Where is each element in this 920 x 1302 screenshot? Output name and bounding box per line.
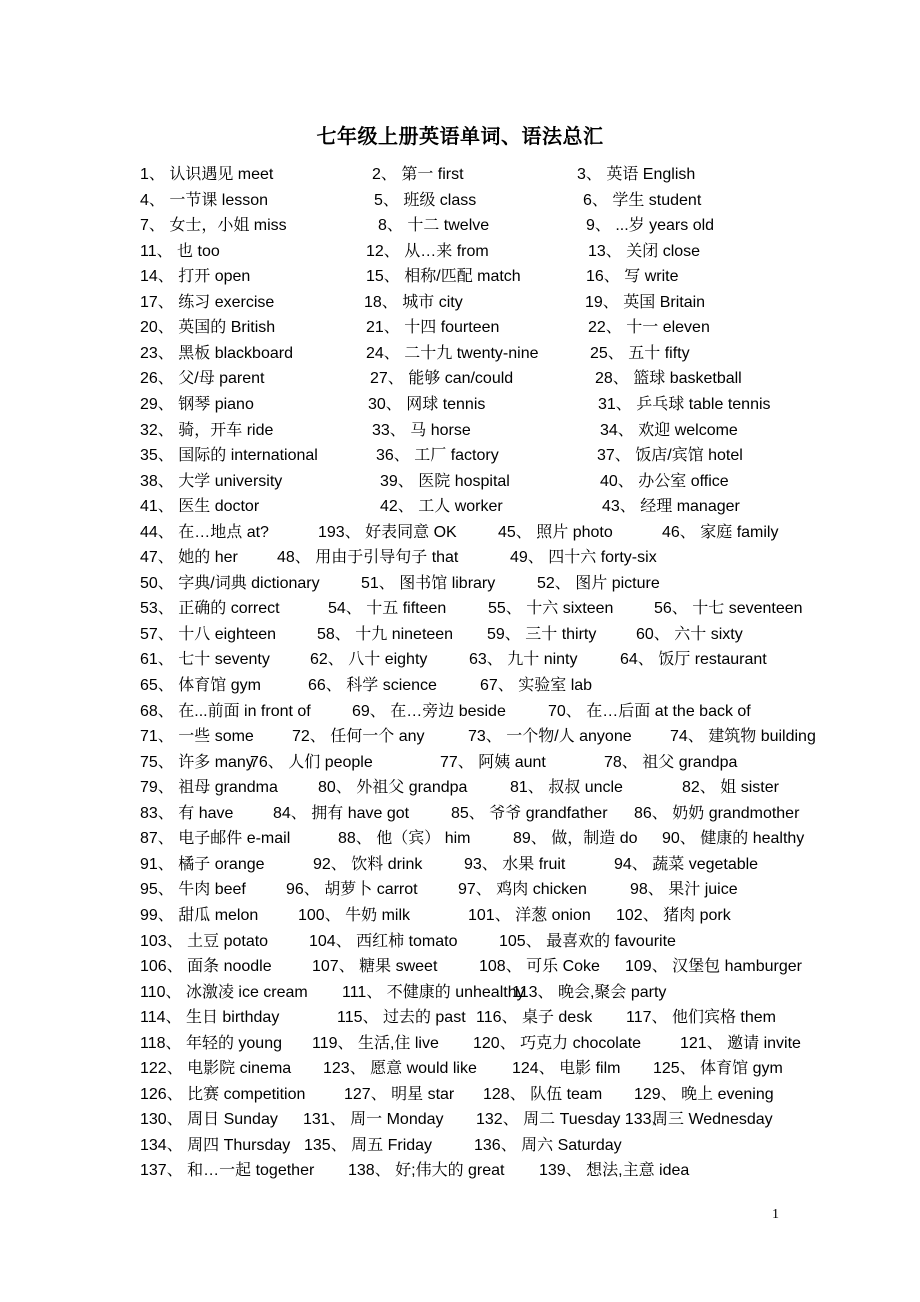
vocab-entry: 63、 九十 ninty [469,651,578,669]
vocab-entry: 131、 周一 Monday [303,1111,444,1129]
vocab-entry: 3、 英语 English [577,166,696,183]
vocab-entry: 87、 电子邮件 e-mail [140,830,291,848]
vocab-entry: 100、 牛奶 milk [298,906,411,924]
vocab-entry: 64、 饭厅 restaurant [620,651,767,669]
vocab-entry: 60、 六十 sixty [636,625,743,643]
vocab-entry: 54、 十五 fifteen [328,600,447,618]
vocab-entry: 50、 字典/词典 dictionary [140,574,320,592]
vocab-entry: 19、 英国 Britain [585,293,706,311]
vocab-entry: 69、 在…旁边 beside [352,702,506,720]
vocab-line [0,572,920,596]
vocab-line [0,930,920,954]
vocab-entry: 74、 建筑物 building [670,728,816,746]
vocab-entry: 11、 也 too [140,242,220,260]
vocab-entry: 53、 正确的 correct [140,600,280,618]
vocab-entry: 59、 三十 thirty [487,625,597,643]
vocab-entry: 97、 鸡肉 chicken [458,881,587,899]
vocab-entry: 93、 水果 fruit [464,855,566,873]
vocab-entry: 102、 猪肉 pork [616,906,731,924]
vocab-line [0,367,920,391]
vocab-entry: 76、 人们 people [250,753,373,771]
vocab-entry: 12、 从…来 from [366,242,489,260]
vocab-entry: 15、 相称/匹配 match [366,268,521,286]
vocab-line [0,163,920,187]
vocab-line [0,265,920,289]
vocab-line [0,955,920,979]
vocab-line [0,725,920,749]
vocab-entry: 107、 糖果 sweet [312,958,438,976]
vocab-entry: 20、 英国的 British [140,319,276,337]
vocab-entry: 79、 祖母 grandma [140,779,278,797]
vocab-line [0,316,920,340]
vocab-entry: 58、 十九 nineteen [317,625,454,643]
vocab-entry: 67、 实验室 lab [480,677,593,694]
vocab-entry: 16、 写 write [586,268,679,286]
vocab-line [0,1159,920,1183]
vocab-entry: 132、 周二 Tuesday 133、 [476,1111,668,1129]
vocab-line [0,623,920,647]
vocab-line [0,1057,920,1081]
vocab-entry: 134、 周四 Thursday [140,1136,291,1154]
vocab-entry: 73、 一个物/人 anyone [468,728,632,746]
vocab-entry: 30、 网球 tennis [368,395,486,413]
vocab-entry: 5、 班级 class [374,191,477,209]
vocab-line [0,1032,920,1056]
vocab-entry: 130、 周日 Sunday [140,1111,278,1129]
vocab-line [0,827,920,851]
vocab-entry: 98、 果汁 juice [630,881,738,899]
vocab-line [0,546,920,570]
vocab-entry: 94、 蔬菜 vegetable [614,855,759,873]
vocab-line [0,700,920,724]
vocab-entry: 86、 奶奶 grandmother [634,804,800,822]
vocab-entry: 周三 Wednesday [652,1111,773,1129]
vocab-entry: 21、 十四 fourteen [366,319,500,337]
vocab-entry: 22、 十一 eleven [588,319,710,337]
vocab-entry: 37、 饭店/宾馆 hotel [597,447,743,465]
vocab-line [0,878,920,902]
vocab-entry: 124、 电影 film [512,1060,621,1078]
vocab-entry: 41、 医生 doctor [140,498,260,516]
vocab-entry: 90、 健康的 healthy [662,830,805,848]
vocab-entry: 75、 许多 many [140,753,254,771]
vocab-line [0,1108,920,1132]
vocab-entry: 7、 女士，小姐 miss [140,217,287,235]
vocab-entry: 65、 体育馆 gym [140,677,261,694]
vocab-entry: 8、 十二 twelve [378,217,490,235]
vocab-entry: 129、 晚上 evening [634,1085,774,1103]
vocab-entry: 127、 明星 star [344,1085,455,1103]
vocab-line [0,495,920,519]
vocab-entry: 128、 队伍 team [483,1085,603,1103]
vocab-line [0,1134,920,1158]
vocab-line [0,904,920,928]
vocab-entry: 84、 拥有 have got [273,804,410,822]
vocab-entry: 103、 土豆 potato [140,932,269,950]
vocab-entry: 38、 大学 university [140,472,283,490]
vocab-entry: 91、 橘子 orange [140,855,265,873]
vocab-line [0,393,920,417]
vocab-entry: 42、 工人 worker [380,498,503,516]
vocab-entry: 43、 经理 manager [602,498,740,516]
vocab-entry: 29、 钢琴 piano [140,395,254,413]
vocab-entry: 70、 在…后面 at the back of [548,702,751,720]
vocab-entry: 57、 十八 eighteen [140,625,277,643]
vocab-entry: 96、 胡萝卜 carrot [286,881,418,899]
vocab-entry: 49、 四十六 forty-six [510,549,657,567]
vocab-entry: 71、 一些 some [140,728,254,746]
vocab-entry: 61、 七十 seventy [140,651,270,669]
vocab-entry: 52、 图片 picture [537,574,660,592]
page-number: 1 [772,1207,779,1222]
vocab-entry: 117、 他们宾格 them [626,1009,776,1027]
vocab-entry: 105、 最喜欢的 favourite [499,932,676,950]
vocab-entry: 44、 在…地点 at? [140,523,269,541]
vocab-entry: 14、 打开 open [140,268,251,286]
vocab-entry: 31、 乒乓球 table tennis [598,395,771,413]
vocab-entry: 82、 姐 sister [682,779,779,797]
vocab-entry: 123、 愿意 would like [323,1060,477,1078]
vocab-entry: 81、 叔叔 uncle [510,779,623,797]
vocab-line [0,419,920,443]
vocab-entry: 35、 国际的 international [140,447,318,465]
vocab-entry: 4、 一节课 lesson [140,191,269,209]
vocab-entry: 26、 父/母 parent [140,370,265,388]
vocab-entry: 18、 城市 city [364,293,463,311]
vocab-entry: 24、 二十九 twenty-nine [366,344,539,362]
vocab-line [0,470,920,494]
vocab-entry: 9、 ...岁 years old [586,217,715,235]
vocab-line [0,1083,920,1107]
vocab-entry: 40、 办公室 office [600,472,729,490]
vocab-entry: 25、 五十 fifty [590,344,690,362]
vocab-entry: 33、 马 horse [372,421,471,439]
vocab-entry: 139、 想法,主意 idea [539,1162,690,1180]
vocab-line [0,342,920,366]
vocab-entry: 121、 邀请 invite [680,1034,801,1052]
vocab-entry: 89、 做，制造 do [513,830,638,848]
vocab-line [0,674,920,698]
vocab-line [0,802,920,826]
vocab-entry: 34、 欢迎 welcome [600,421,738,439]
vocab-line [0,240,920,264]
vocab-entry: 104、 西红柿 tomato [309,932,458,950]
vocab-entry: 122、 电影院 cinema [140,1060,292,1078]
vocab-entry: 193、 好表同意 OK [318,523,457,541]
vocab-entry: 72、 任何一个 any [292,728,425,746]
vocab-line [0,776,920,800]
vocab-entry: 92、 饮料 drink [313,855,423,873]
vocab-entry: 23、 黑板 blackboard [140,344,293,362]
vocab-entry: 39、 医院 hospital [380,472,510,490]
vocab-entry: 111、 不健康的 unhealthy [342,983,525,1001]
vocab-entry: 47、 她的 her [140,549,238,567]
vocab-entry: 110、 冰激凌 ice cream [140,983,308,1001]
vocab-entry: 125、 体育馆 gym [653,1060,783,1078]
vocab-entry: 17、 练习 exercise [140,293,275,311]
vocab-entry: 114、 生日 birthday [140,1009,280,1027]
vocab-line [0,648,920,672]
vocab-entry: 80、 外祖父 grandpa [318,779,468,797]
vocab-entry: 62、 八十 eighty [310,651,428,669]
vocab-entry: 13、 关闭 close [588,242,701,260]
vocab-entry: 78、 祖父 grandpa [604,753,738,771]
vocab-entry: 83、 有 have [140,804,234,822]
vocab-entry: 85、 爷爷 grandfather [451,804,608,822]
vocab-line [0,597,920,621]
vocab-entry: 36、 工厂 factory [376,447,499,465]
vocab-entry: 46、 家庭 family [662,523,779,541]
vocab-line [0,1006,920,1030]
vocab-entry: 45、 照片 photo [498,523,613,541]
vocab-entry: 118、 年轻的 young [140,1034,282,1052]
vocab-line [0,853,920,877]
vocab-entry: 138、 好;伟大的 great [348,1162,505,1180]
vocab-entry: 32、 骑，开车 ride [140,421,274,439]
vocab-entry: 88、 他（宾） him [338,830,471,848]
vocab-entry: 51、 图书馆 library [361,574,496,592]
vocab-line [0,291,920,315]
vocab-entry: 2、 第一 first [372,166,464,183]
vocab-line [0,214,920,238]
vocab-entry: 77、 阿姨 aunt [440,753,546,771]
vocab-entry: 99、 甜瓜 melon [140,906,259,924]
vocab-entry: 1、 认识遇见 meet [140,166,274,183]
vocab-entry: 68、 在...前面 in front of [140,702,311,720]
vocab-entry: 66、 科学 science [308,677,437,694]
vocab-entry: 113、 晚会,聚会 party [512,983,667,1001]
vocab-entry: 108、 可乐 Coke [479,958,600,976]
vocab-entry: 56、 十七 seventeen [654,600,803,618]
vocab-line [0,981,920,1005]
vocab-line [0,521,920,545]
vocab-entry: 115、 过去的 past [337,1009,466,1027]
vocab-entry: 6、 学生 student [583,191,702,209]
vocab-entry: 109、 汉堡包 hamburger [625,958,802,976]
vocab-line [0,189,920,213]
vocab-line [0,751,920,775]
vocab-entry: 137、 和…一起 together [140,1162,315,1180]
vocab-entry: 120、 巧克力 chocolate [473,1034,642,1052]
vocab-entry: 95、 牛肉 beef [140,881,246,899]
vocab-entry: 106、 面条 noodle [140,958,272,976]
vocab-entry: 28、 篮球 basketball [595,370,742,388]
vocab-entry: 119、 生活,住 live [312,1034,439,1052]
vocab-entry: 27、 能够 can/could [370,370,514,388]
vocab-entry: 101、 洋葱 onion [468,906,591,924]
vocab-line [0,444,920,468]
vocab-entry: 135、 周五 Friday [304,1136,433,1154]
vocab-entry: 126、 比赛 competition [140,1085,306,1103]
vocab-entry: 55、 十六 sixteen [488,600,614,618]
vocab-entry: 48、 用由于引导句子 that [277,549,459,567]
page-title: 七年级上册英语单词、语法总汇 [316,124,604,148]
vocab-entry: 136、 周六 Saturday [474,1136,622,1154]
vocab-entry: 116、 桌子 desk [476,1009,593,1027]
